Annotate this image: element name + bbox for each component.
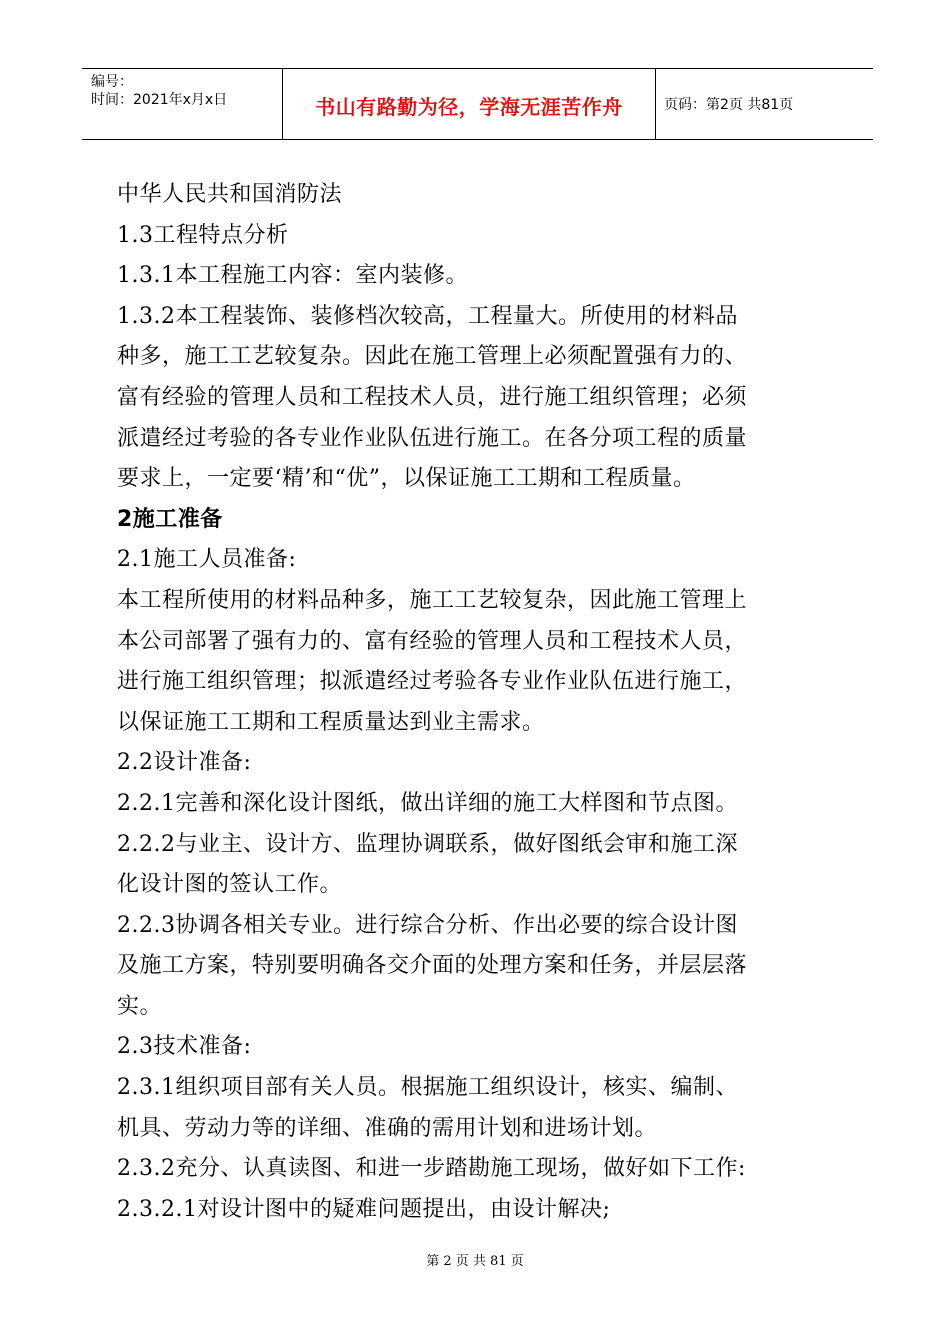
document-body <box>117 175 837 1230</box>
document-date: 时间：2021年x月x日 <box>91 92 228 108</box>
text-line: 种多，施工工艺较复杂。因此在施工管理上必须配置强有力的、 <box>117 344 748 370</box>
text-line: 派遣经过考验的各专业作业队伍进行施工。在各分项工程的质量 <box>117 425 748 451</box>
text-line: 1.3.2本工程装饰、装修档次较高，工程量大。所使用的材料品 <box>117 303 738 329</box>
text-line: 及施工方案，特别要明确各交介面的处理方案和任务，并层层落 <box>117 953 748 979</box>
text-line: 本公司部署了强有力的、富有经验的管理人员和工程技术人员， <box>117 628 748 654</box>
text-line: 中华人民共和国消防法 <box>117 182 343 207</box>
text-line: 要求上，一定要‘精’和“优”，以保证施工工期和工程质量。 <box>117 466 696 492</box>
section-title: 2.2设计准备: <box>117 750 252 776</box>
text-line: 进行施工组织管理；拟派遣经过考验各专业作业队伍进行施工， <box>117 669 748 695</box>
text-line: 2.2.3协调各相关专业。进行综合分析、作出必要的综合设计图 <box>117 912 738 938</box>
text-line: 2.3.1组织项目部有关人员。根据施工组织设计，核实、编制、 <box>117 1075 738 1101</box>
text-line: 本工程所使用的材料品种多，施工工艺较复杂，因此施工管理上 <box>117 587 748 613</box>
document-number-label: 编号： <box>91 74 133 90</box>
text-line: 实。 <box>117 993 163 1019</box>
text-line: 以保证施工工期和工程质量达到业主需求。 <box>117 709 545 735</box>
header-meta <box>82 69 283 139</box>
section-title: 1.3工程特点分析 <box>117 222 289 248</box>
section-title: 2.3技术准备: <box>117 1034 252 1060</box>
text-line: 机具、劳动力等的详细、准确的需用计划和进场计划。 <box>117 1115 658 1141</box>
text-line: 化设计图的签认工作。 <box>117 872 343 898</box>
text-line: 2.2.2与业主、设计方、监理协调联系，做好图纸会审和施工深 <box>117 831 738 857</box>
text-line: 1.3.1本工程施工内容：室内装修。 <box>117 263 468 289</box>
text-line: 2.2.1完善和深化设计图纸，做出详细的施工大样图和节点图。 <box>117 790 738 816</box>
text-line: 2.3.2.1对设计图中的疑难问题提出，由设计解决; <box>117 1196 611 1222</box>
page-footer: 第 2 页 共 81 页 <box>426 1254 524 1269</box>
header-page-info: 页码：第2页 共81页 <box>664 97 794 113</box>
text-line: 富有经验的管理人员和工程技术人员，进行施工组织管理；必须 <box>117 384 748 410</box>
header-motto-cell <box>283 69 656 139</box>
chapter-heading: 2施工准备 <box>117 506 223 532</box>
section-title: 2.1施工人员准备: <box>117 547 297 573</box>
header-motto: 书山有路勤为径，学海无涯苦作舟 <box>315 95 623 119</box>
text-line: 2.3.2充分、认真读图、和进一步踏勘施工现场，做好如下工作: <box>117 1156 746 1182</box>
page-header <box>82 68 873 140</box>
